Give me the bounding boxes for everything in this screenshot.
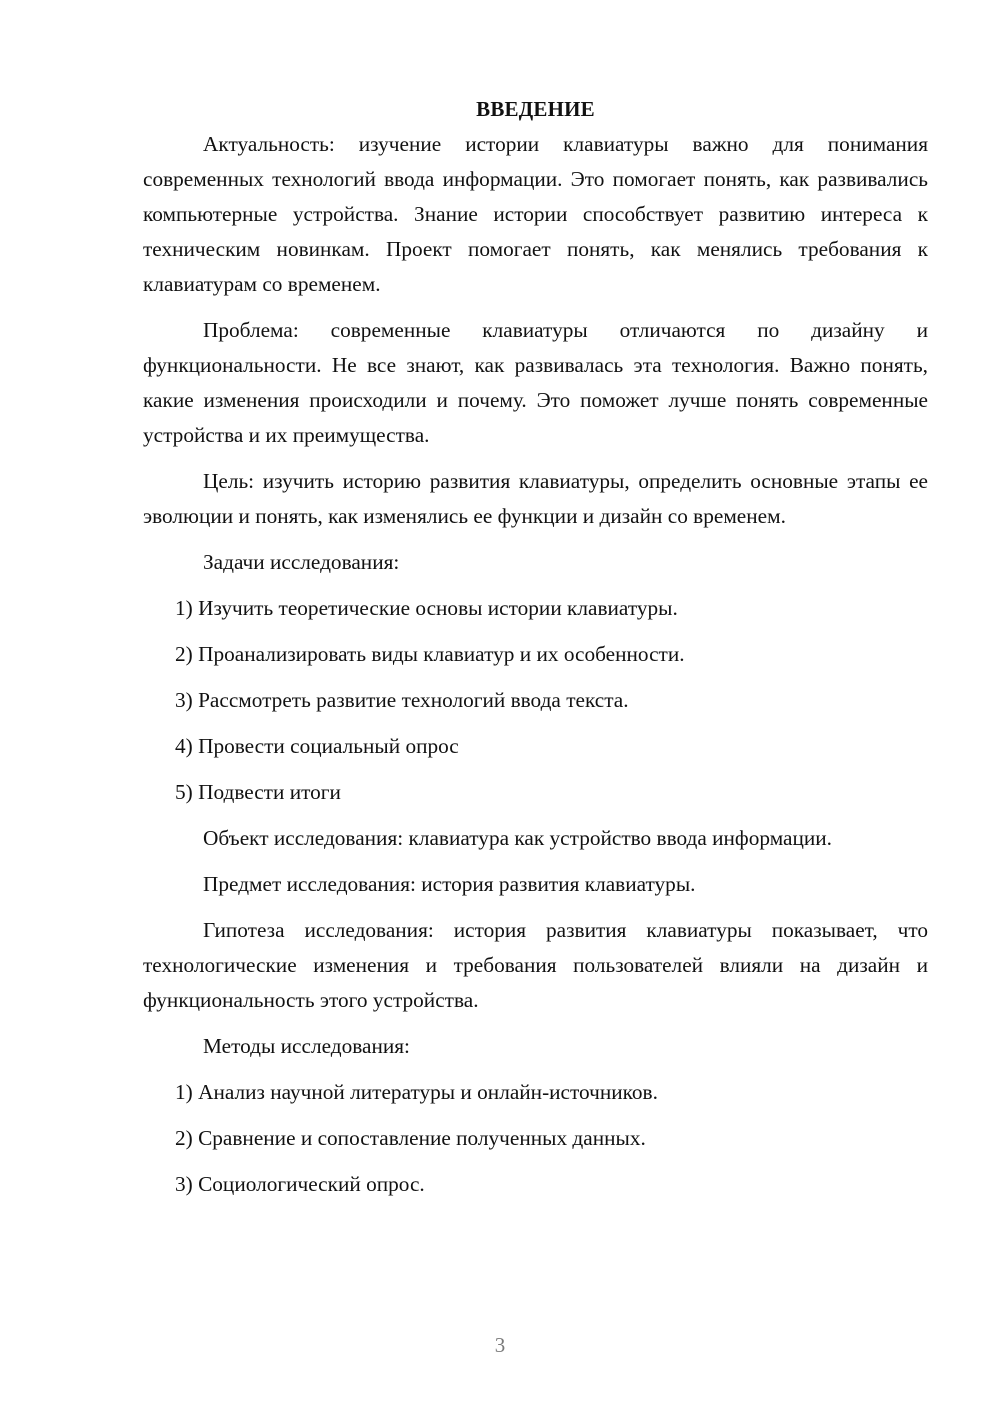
subject-paragraph: Предмет исследования: история развития клавиатуры. xyxy=(203,872,696,896)
problem-paragraph: Проблема: современные клавиатуры отличаются по дизайну и функциональности. Не все знают, как развивалась эта технология. Важно понять, какие изменения происходили и почему. Это поможет лучше понять современные устройства и их преимущества. xyxy=(143,318,928,447)
method-item: 2) Сравнение и сопоставление полученных данных. xyxy=(175,1126,646,1150)
section-title: ВВЕДЕНИЕ xyxy=(476,97,595,121)
method-item: 1) Анализ научной литературы и онлайн-источников. xyxy=(175,1080,658,1104)
task-item: 1) Изучить теоретические основы истории клавиатуры. xyxy=(175,596,678,620)
task-item: 4) Провести социальный опрос xyxy=(175,734,459,758)
hypothesis-paragraph: Гипотеза исследования: история развития клавиатуры показывает, что технологические изменения и требования пользователей влияли на дизайн и функциональность этого устройства. xyxy=(143,918,928,1012)
methods-heading: Методы исследования: xyxy=(203,1034,410,1058)
task-item: 3) Рассмотреть развитие технологий ввода текста. xyxy=(175,688,629,712)
relevance-paragraph: Актуальность: изучение истории клавиатуры важно для понимания современных технологий ввода информации. Это помогает понять, как развивались компьютерные устройства. Знание истории способствует развитию интереса к техническим новинкам. Проект помогает понять, как менялись требования к клавиатурам со временем. xyxy=(143,132,928,296)
document-page xyxy=(143,92,928,1202)
page-number: 3 xyxy=(494,1333,506,1357)
task-item: 2) Проанализировать виды клавиатур и их особенности. xyxy=(175,642,685,666)
tasks-heading: Задачи исследования: xyxy=(203,550,400,574)
object-paragraph: Объект исследования: клавиатура как устройство ввода информации. xyxy=(203,826,833,850)
task-item: 5) Подвести итоги xyxy=(175,780,341,804)
goal-paragraph: Цель: изучить историю развития клавиатуры, определить основные этапы ее эволюции и понять, как изменялись ее функции и дизайн со временем. xyxy=(143,469,928,528)
method-item: 3) Социологический опрос. xyxy=(175,1172,425,1196)
